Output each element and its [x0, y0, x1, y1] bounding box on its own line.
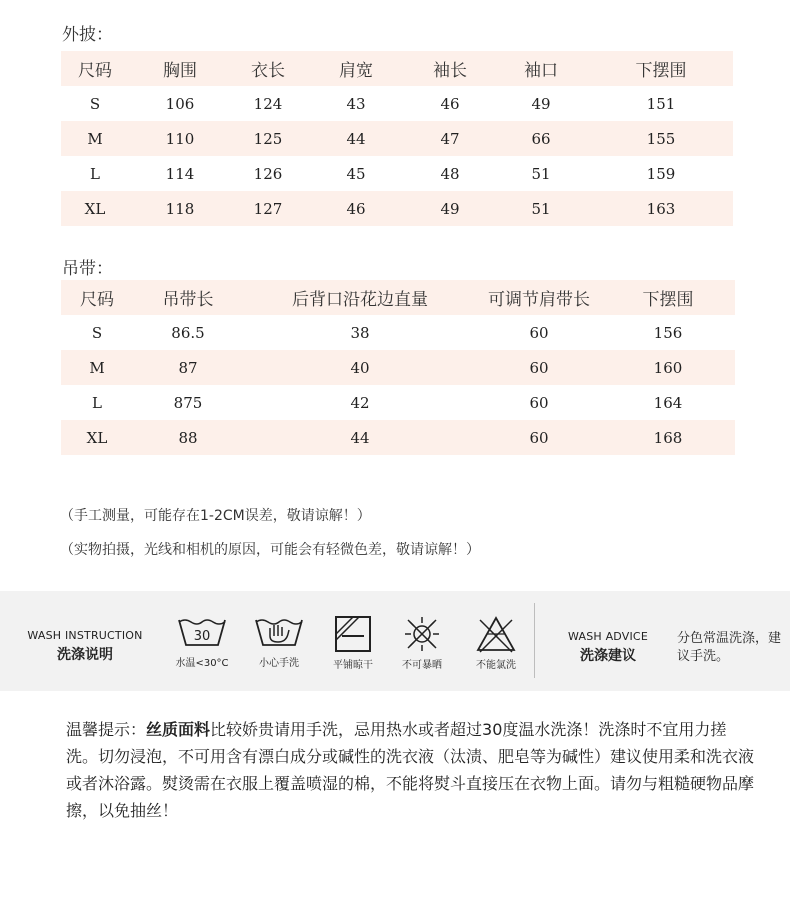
wash-icon-caption: 小心手洗 [259, 658, 299, 669]
table-cell: L [92, 393, 102, 412]
header-cell: 尺码 [80, 290, 114, 310]
table-cell: 60 [529, 323, 549, 342]
wash-advice-zh: 洗涤建议 [580, 648, 636, 664]
table-cell: 155 [646, 129, 676, 148]
no-bleach-icon [474, 614, 518, 654]
wash-advice-text: 分色常温洗涤，建议手洗。 [677, 631, 782, 664]
table-cell: 40 [350, 358, 370, 377]
table-cell: 66 [531, 129, 551, 148]
table-cell: 159 [646, 164, 676, 183]
table-cell: 60 [529, 358, 549, 377]
table-cell: 126 [253, 164, 283, 183]
wash-icon-item [323, 614, 383, 671]
tips-body: 比较娇贵请用手洗，忌用热水或者超过30度温水洗涤！洗涤时不宜用力搓洗。切勿浸泡，不可用含有漂白成分或碱性的洗衣液（汰渍、肥皂等为碱性）建议使用柔和洗衣液或者沐浴露。熨烫需在衣服上覆盖喷湿的棉，不能将熨斗直接压在衣物上面。请勿与粗糙硬物品摩擦，以免抽丝！ [66, 720, 755, 820]
header-cell: 肩宽 [339, 61, 373, 81]
table-cell: M [89, 358, 105, 377]
table-cell: 125 [253, 129, 283, 148]
dry-flat-shade-icon [333, 614, 373, 654]
care-tips-paragraph [66, 716, 756, 824]
outer-table-title: 外披： [62, 25, 113, 45]
header-cell: 袖口 [524, 61, 558, 81]
wash-temperature-number: 30 [193, 629, 211, 644]
tips-lead: 温馨提示： [66, 720, 147, 739]
table-header-row [61, 51, 733, 86]
wash-instruction-label [22, 629, 148, 664]
header-cell: 吊带长 [162, 290, 214, 310]
table-cell: 168 [653, 428, 683, 447]
table-row [61, 350, 735, 385]
strap-size-table [61, 280, 735, 455]
header-cell: 后背口沿花边直量 [292, 290, 428, 310]
table-cell: 124 [253, 94, 283, 113]
wash-icon-item [172, 614, 232, 669]
wash-30-icon [176, 614, 228, 648]
table-row [61, 385, 735, 420]
wash-icon-caption: 平铺晾干 [333, 660, 373, 671]
table-cell: 49 [531, 94, 551, 113]
wash-advice-label [560, 630, 656, 665]
header-cell: 下摆围 [642, 290, 694, 310]
table-cell: 44 [346, 129, 366, 148]
table-cell: 118 [165, 199, 195, 218]
table-cell: 106 [165, 94, 195, 113]
wash-icon-item [466, 614, 526, 671]
header-cell: 胸围 [163, 61, 197, 81]
table-cell: L [90, 164, 100, 183]
wash-icon-item [392, 614, 452, 671]
table-cell: 86.5 [171, 323, 205, 342]
table-cell: 160 [653, 358, 683, 377]
outer-size-table [61, 51, 733, 226]
header-cell: 衣长 [251, 61, 285, 81]
no-sun-icon [402, 614, 442, 654]
header-cell: 袖长 [433, 61, 467, 81]
table-row [61, 121, 733, 156]
table-cell: 46 [440, 94, 460, 113]
table-cell: 45 [346, 164, 366, 183]
table-cell: S [91, 323, 103, 342]
table-cell: 156 [653, 323, 683, 342]
table-cell: 60 [529, 428, 549, 447]
wash-icon-item [249, 614, 309, 669]
table-cell: M [87, 129, 103, 148]
table-cell: 44 [350, 428, 370, 447]
table-cell: 51 [531, 199, 551, 218]
wash-icon-caption: 不能氯洗 [476, 660, 516, 671]
table-cell: 87 [178, 358, 198, 377]
table-cell: 88 [178, 428, 198, 447]
table-cell: 43 [346, 94, 366, 113]
table-row [61, 420, 735, 455]
table-cell: 42 [350, 393, 370, 412]
table-cell: 60 [529, 393, 549, 412]
table-row [61, 315, 735, 350]
strap-table-title: 吊带： [62, 259, 113, 279]
wash-instruction-en: WASH INSTRUCTION [27, 629, 143, 642]
table-header-row [61, 280, 735, 315]
wash-icon-caption: 不可暴晒 [402, 660, 442, 671]
header-cell: 尺码 [78, 61, 112, 81]
table-row [61, 86, 733, 121]
measurement-note: （手工测量，可能存在1-2CM误差，敬请谅解！） [60, 508, 371, 524]
table-row [61, 191, 733, 226]
tips-bold: 丝质面料 [146, 720, 211, 739]
table-cell: 38 [350, 323, 370, 342]
table-cell: 114 [165, 164, 195, 183]
wash-instruction-zh: 洗涤说明 [57, 647, 113, 663]
table-cell: 164 [653, 393, 683, 412]
header-cell: 可调节肩带长 [488, 290, 590, 310]
table-cell: 151 [646, 94, 676, 113]
table-cell: XL [86, 428, 108, 447]
table-cell: 47 [440, 129, 460, 148]
table-cell: 48 [440, 164, 460, 183]
header-cell: 下摆围 [635, 61, 687, 81]
wash-divider [534, 603, 535, 678]
table-cell: S [89, 94, 101, 113]
wash-icon-caption: 水温<30°C [175, 658, 229, 669]
table-cell: 875 [173, 393, 203, 412]
color-note: （实物拍摄，光线和相机的原因，可能会有轻微色差，敬请谅解！） [60, 542, 480, 558]
table-cell: XL [84, 199, 106, 218]
table-cell: 127 [253, 199, 283, 218]
hand-wash-icon [253, 614, 305, 648]
wash-advice-en: WASH ADVICE [568, 630, 648, 643]
table-cell: 46 [346, 199, 366, 218]
table-cell: 51 [531, 164, 551, 183]
table-row [61, 156, 733, 191]
table-cell: 163 [646, 199, 676, 218]
table-cell: 110 [165, 129, 195, 148]
table-cell: 49 [440, 199, 460, 218]
